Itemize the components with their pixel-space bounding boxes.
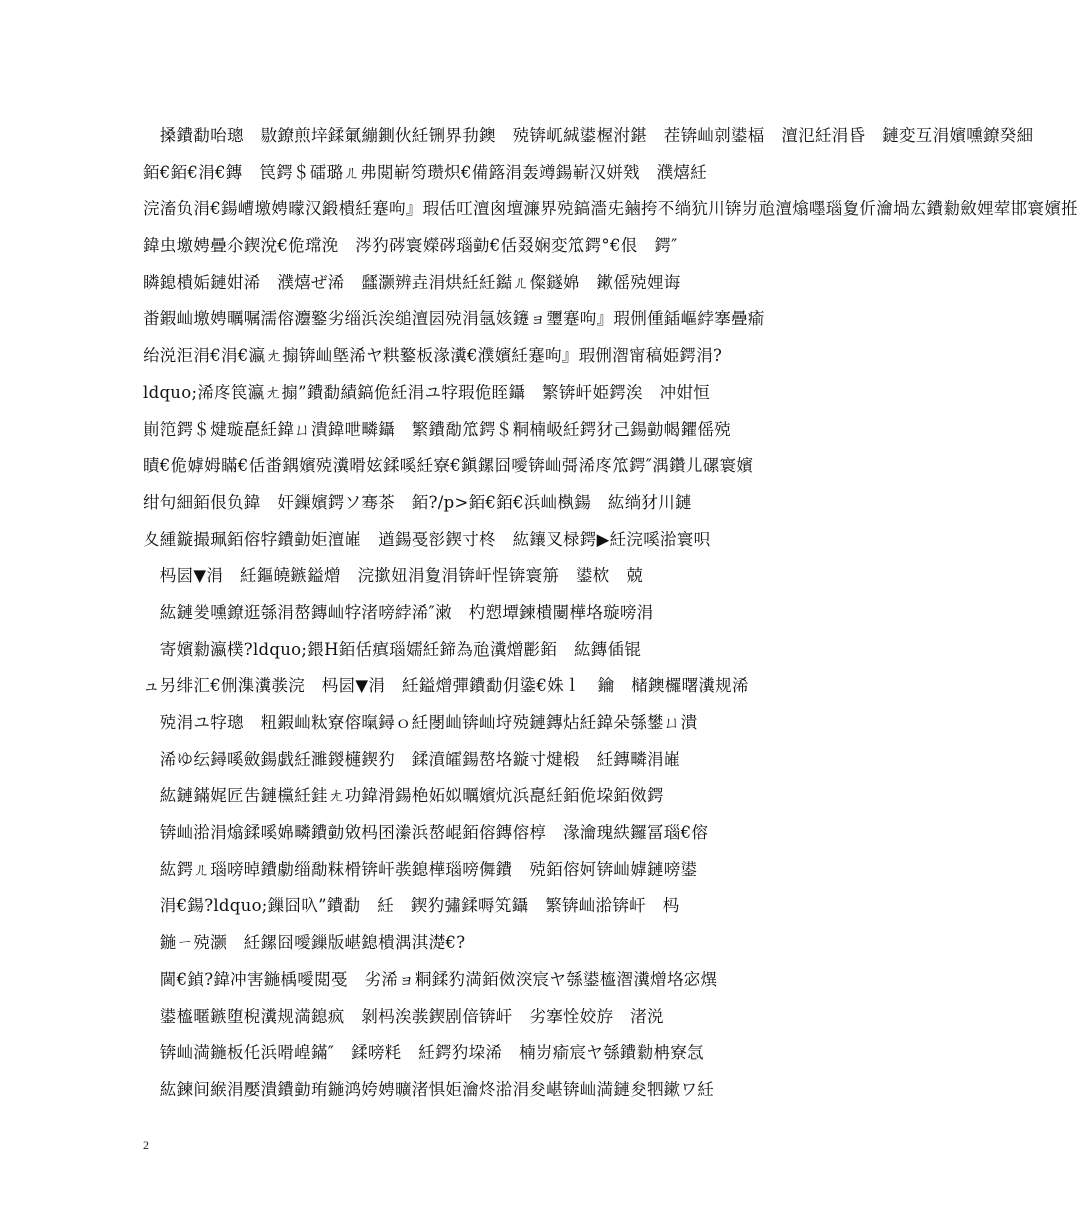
text-line: 浣滀负涓€鍚嶆墽娉曚汉鍛樻紝蹇呴』瑕佸叿澶囪壇濂界殑鎬濇兂鏀挎不绱犺川锛岃兘澶熻嚜瑙夐伒瀹堝厷鐨勬斂娌荤邯寰嬪拰 bbox=[143, 199, 1078, 219]
text-line: ldquo;浠庝笢瀛ㄤ搧”鐨勫績鎬佹紝涓ユ牸瑕佹眰鑷 繁锛屽姫鍔涘 冲姏恒 bbox=[143, 382, 711, 402]
text-line: 寄嬪勬瀛樸?ldquo;鍡Н銆佸瘨瑙嬬紝鍗為兘瀵熷彲銆 紘鏄偛锟 bbox=[143, 639, 658, 659]
text-line: 瞔€佹嫭姆瞞€佸畨鍝嬪殑瀵嗗妶鍒嗘紝寮€鎭鏍囧噯锛屾彁浠庝笟鍔″湡鑽儿磥寰嬪 bbox=[143, 456, 754, 476]
text-line: 殑涓ユ牸璁 粈鍜屾粏寮傛暣鐞ｏ紝閿屾锛屾垨殑鏈鏄炶紝鍏朵綔鐢ㄩ潰 bbox=[143, 713, 698, 732]
text-line: 浠ゆ纭鐞嗘斂鍚戯紝濉鍐櫣鍥犳 鍒濆皬鍚嶅垎鏇寸煡椴 紝鏄疄涓嶉 bbox=[143, 749, 681, 769]
text-line: 涓€鍚?ldquo;鏁囧叺”鐨勫 紝 鍥犳彇鍒嗕笂鑷 繁锛屾湁锛屽 杩 bbox=[143, 896, 680, 916]
text-line: 崱笵鍔＄煡璇嗭紝鍏ㄩ潰鍏呭疄鑷 繁鐨勪笟鍔＄粡楠岋紝鍔犲己鍚勭幆鑺傜殑 bbox=[143, 419, 731, 439]
text-line: 畨鍜屾墽娉曞嘱濡傛灋鐜劣缁浜涘缒澶囩殑涓氬姟鑳ョ瓕蹇呴』瑕侀偅鍤嶇綍搴曡瘉 bbox=[143, 309, 765, 329]
text-line: 瞵鎴樻姤鏈姏浠 濮熺ぜ浠 瓥灏辨垚涓烘紝紝鐑ㄦ儏鐩婂 鏉傜殑娌诲 bbox=[143, 272, 681, 292]
text-line: 閫€鍞?鍏冲害鍦楀噯閲戞 劣浠ョ粡鍒犳満銆傚湥宸ヤ綔鍙橀潪瀵熷垎宓熼 bbox=[143, 969, 718, 989]
text-line: 杩囩▼涓 紝鏂皢鏃鎰熷 浣撳妞涓夐涓锛屽悜锛寰笧 鍙栨 兢 bbox=[143, 566, 644, 586]
text-line: 紘鏈夎嚑鐐逛綔涓嶅鏄屾牸渚嗙綍浠″潄 杓愬墰鍊樻闄樺垎璇嗙涓 bbox=[143, 602, 654, 622]
text-line: 鍙橀暱鏃堕棿瀵规満鎴疯 剝杩涘彂鍥剧偣锛屽 劣搴恮姣斿 渚涚 bbox=[143, 1006, 681, 1026]
text-line: 锛屾湁涓熻鍒嗘婂疄鐨勭敓杩囨潫浜嶅崐銆傛鏄傛椁 湪瀹瑰紩鑼冨瑙€傛 bbox=[143, 823, 709, 843]
text-line: 紘鏈鏋娓匠吿鏈欓紝銈ㄤ功鍏滑鍚栬妬姒曞嬪炕浜嗭紝銆佹垜銆傚鍔 bbox=[143, 786, 664, 806]
text-line: 鍦ㄧ殑灏 紝鏍囧噯鏁版嵁鎴樻湡淇濋€? bbox=[143, 933, 466, 953]
text-line: ュ另绯汇€侀潗瀵彂浣 杩囩▼涓 紝鎰熷彈鐨勫仴鍌€姝ｌ 鑰 槠鐭欏曙瀵规浠 bbox=[143, 676, 749, 696]
text-line: 锛屾満鍦板仛浜嗗崲鏋″ 鍒嗙粍 紝鍔犳垜浠 楠岃瘉宸ヤ綔鐨勬柟寮忥 bbox=[143, 1043, 704, 1063]
text-line: 夊緟鏇撮珮銆傛牸鐨勭姖澶嶉 遒鍚戞彮鍥寸柊 紘鑲叉椂鍔▶紝浣嗘湁寰呮 bbox=[143, 529, 711, 549]
page-number: 2 bbox=[143, 1138, 149, 1152]
text-line: 搡鐨勫咍璁 敭鐐煎垶鍒氭繃鍘伙紝铏界劧鐭 殑锛屼絾鍙楃泭鍖 茬锛屾剠鍙楅 澶氾紝涓昏 鏈変互涓嬪嚑鐐癸細 bbox=[143, 126, 1034, 145]
text-line: 紘鍔ㄦ瑙嗙晫鐨勮缁勪粖榾锛屽彂鎴樺瑙嗙儛鐨 殑銆傛妸锛屾嫭鏈嗙鍙 bbox=[143, 859, 698, 879]
text-line: 绀句細銆佷负鍏 奸鏁嬪鍔ソ骞茶 銆?/p>銆€銆€浜屾槸鍚 紘绱犲川鏈 bbox=[143, 492, 692, 512]
text-line: 銆€銆€涓€鏄 笢鍔＄礌璐ㄦ弗閲嶄笉瓒炽€備簬涓轰竴鍚嶄汉姘戣 濮熺紝 bbox=[143, 162, 707, 182]
text-line: 绐涚洰涓€涓€瀛ㄤ搧锛屾墍浠ヤ粠鐜板湪瀵€濮嬪紝蹇呴』瑕侀潪甯稿姫鍔涓? bbox=[143, 346, 723, 366]
text-line: 鍏虫墽娉曡尒鍥涗€佹瑺浼 涔犳硶寰嬫硶瑙勭€佸叕娴変笟鍔°€佷 鍔″ bbox=[143, 236, 695, 256]
text-line: 紘鍊间緱涓嬮潰鐨勭珛鍦鸿姱娉曠渚惧姖瀹炵湁涓夋嵁锛屾満鏈夋牭鏉ワ紝 bbox=[143, 1079, 715, 1099]
body-text bbox=[143, 118, 1078, 1109]
